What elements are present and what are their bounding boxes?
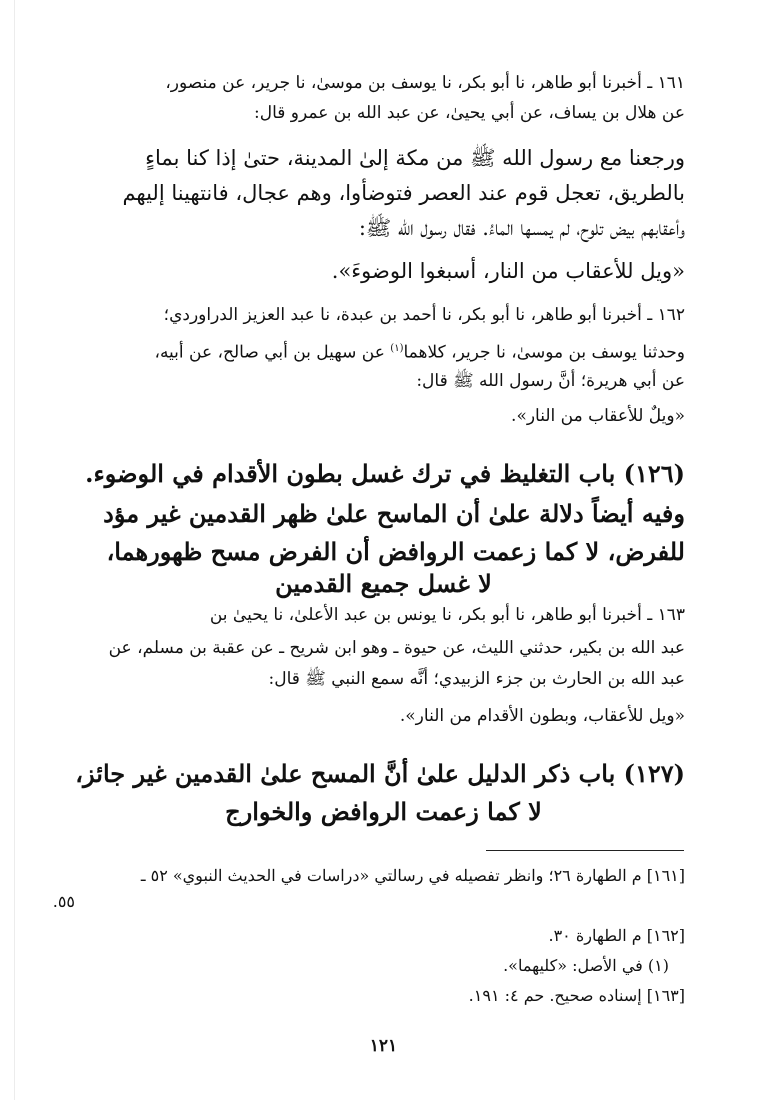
footnote-162: [١٦٢] م الطهارة ٣٠.	[548, 926, 685, 945]
hadith-161-text-line-1: ورجعنا مع رسول الله ﷺ من مكة إلىٰ المدينة، حتىٰ إذا كنا بماءٍ	[145, 146, 685, 170]
footnote-161-line-2: ٥٥.	[52, 892, 75, 911]
hadith-162-line-4: «ويلٌ للأعقاب من النار».	[511, 406, 685, 426]
hadith-162-line-2a: وحدثنا يوسف بن موسىٰ، نا جرير، كلاهما	[403, 342, 685, 363]
chapter-127-title-line-2: لا كما زعمت الروافض والخوارج	[225, 797, 542, 826]
hadith-163-line-2: عبد الله بن بكير، حدثني الليث، عن حيوة ـ وهو ابن شريح ـ عن عقبة بن مسلم، عن	[108, 638, 685, 658]
hadith-161-isnad-line-1: ١٦١ ـ أخبرنا أبو طاهر، نا أبو بكر، نا يوسف بن موسىٰ، نا جرير، عن منصور،	[165, 73, 685, 93]
hadith-161-text-line-4: «ويل للأعقاب من النار، أسبغوا الوضوءَ».	[331, 259, 685, 283]
hadith-163-line-4: «ويل للأعقاب، وبطون الأقدام من النار».	[399, 706, 685, 726]
footnote-161-line-1: [١٦١] م الطهارة ٢٦؛ وانظر تفصيله في رسالتي «دراسات في الحديث النبوي» ٥٢ ـ	[140, 866, 685, 885]
footnote-separator	[486, 850, 684, 851]
chapter-126-title-line-1: (١٢٦) باب التغليظ في ترك غسل بطون الأقدام في الوضوء.	[85, 459, 685, 488]
hadith-161-text-line-2: بالطريق، تعجل قوم عند العصر فتوضأوا، وهم عجال، فانتهينا إليهم	[122, 181, 685, 205]
hadith-162-line-2b: عن سهيل بن أبي صالح، عن أبيه،	[154, 342, 391, 363]
scan-edge	[14, 0, 15, 1100]
hadith-161-isnad-line-2: عن هلال بن يساف، عن أبي يحيىٰ، عن عبد الله بن عمرو قال:	[254, 103, 685, 123]
chapter-126-title-line-4: لا غسل جميع القدمين	[275, 569, 492, 598]
footnote-163: [١٦٣] إسناده صحيح. حم ٤: ١٩١.	[468, 986, 685, 1005]
footnote-marker: (١)	[390, 343, 404, 354]
hadith-161-text-line-3: وأعقابهم بيض تلوح، لم يمسها الماءُ. فقال رسول الله ﷺ:	[358, 216, 685, 240]
chapter-127-title-line-1: (١٢٧) باب ذكر الدليل علىٰ أنَّ المسح علىٰ القدمين غير جائز،	[75, 759, 685, 788]
page-number: ١٢١	[369, 1036, 398, 1056]
footnote-1: (١) في الأصل: «كليهما».	[503, 956, 669, 975]
hadith-162-line-1: ١٦٢ ـ أخبرنا أبو طاهر، نا أبو بكر، نا أحمد بن عبدة، نا عبد العزيز الدراوردي؛	[163, 305, 685, 325]
hadith-163-line-3: عبد الله بن الحارث بن جزء الزبيدي؛ أنَّه سمع النبي ﷺ قال:	[268, 669, 685, 689]
hadith-162-line-2	[154, 336, 685, 366]
chapter-126-title-line-2: وفيه أيضاً دلالة علىٰ أن الماسح علىٰ ظهر القدمين غير مؤد	[103, 499, 685, 528]
hadith-163-line-1: ١٦٣ ـ أخبرنا أبو طاهر، نا أبو بكر، نا يونس بن عبد الأعلىٰ، نا يحيىٰ بن	[209, 605, 685, 625]
hadith-162-line-3: عن أبي هريرة؛ أنَّ رسول الله ﷺ قال:	[416, 371, 685, 391]
chapter-126-title-line-3: للفرض، لا كما زعمت الروافض أن الفرض مسح ظهورهما،	[106, 537, 685, 566]
